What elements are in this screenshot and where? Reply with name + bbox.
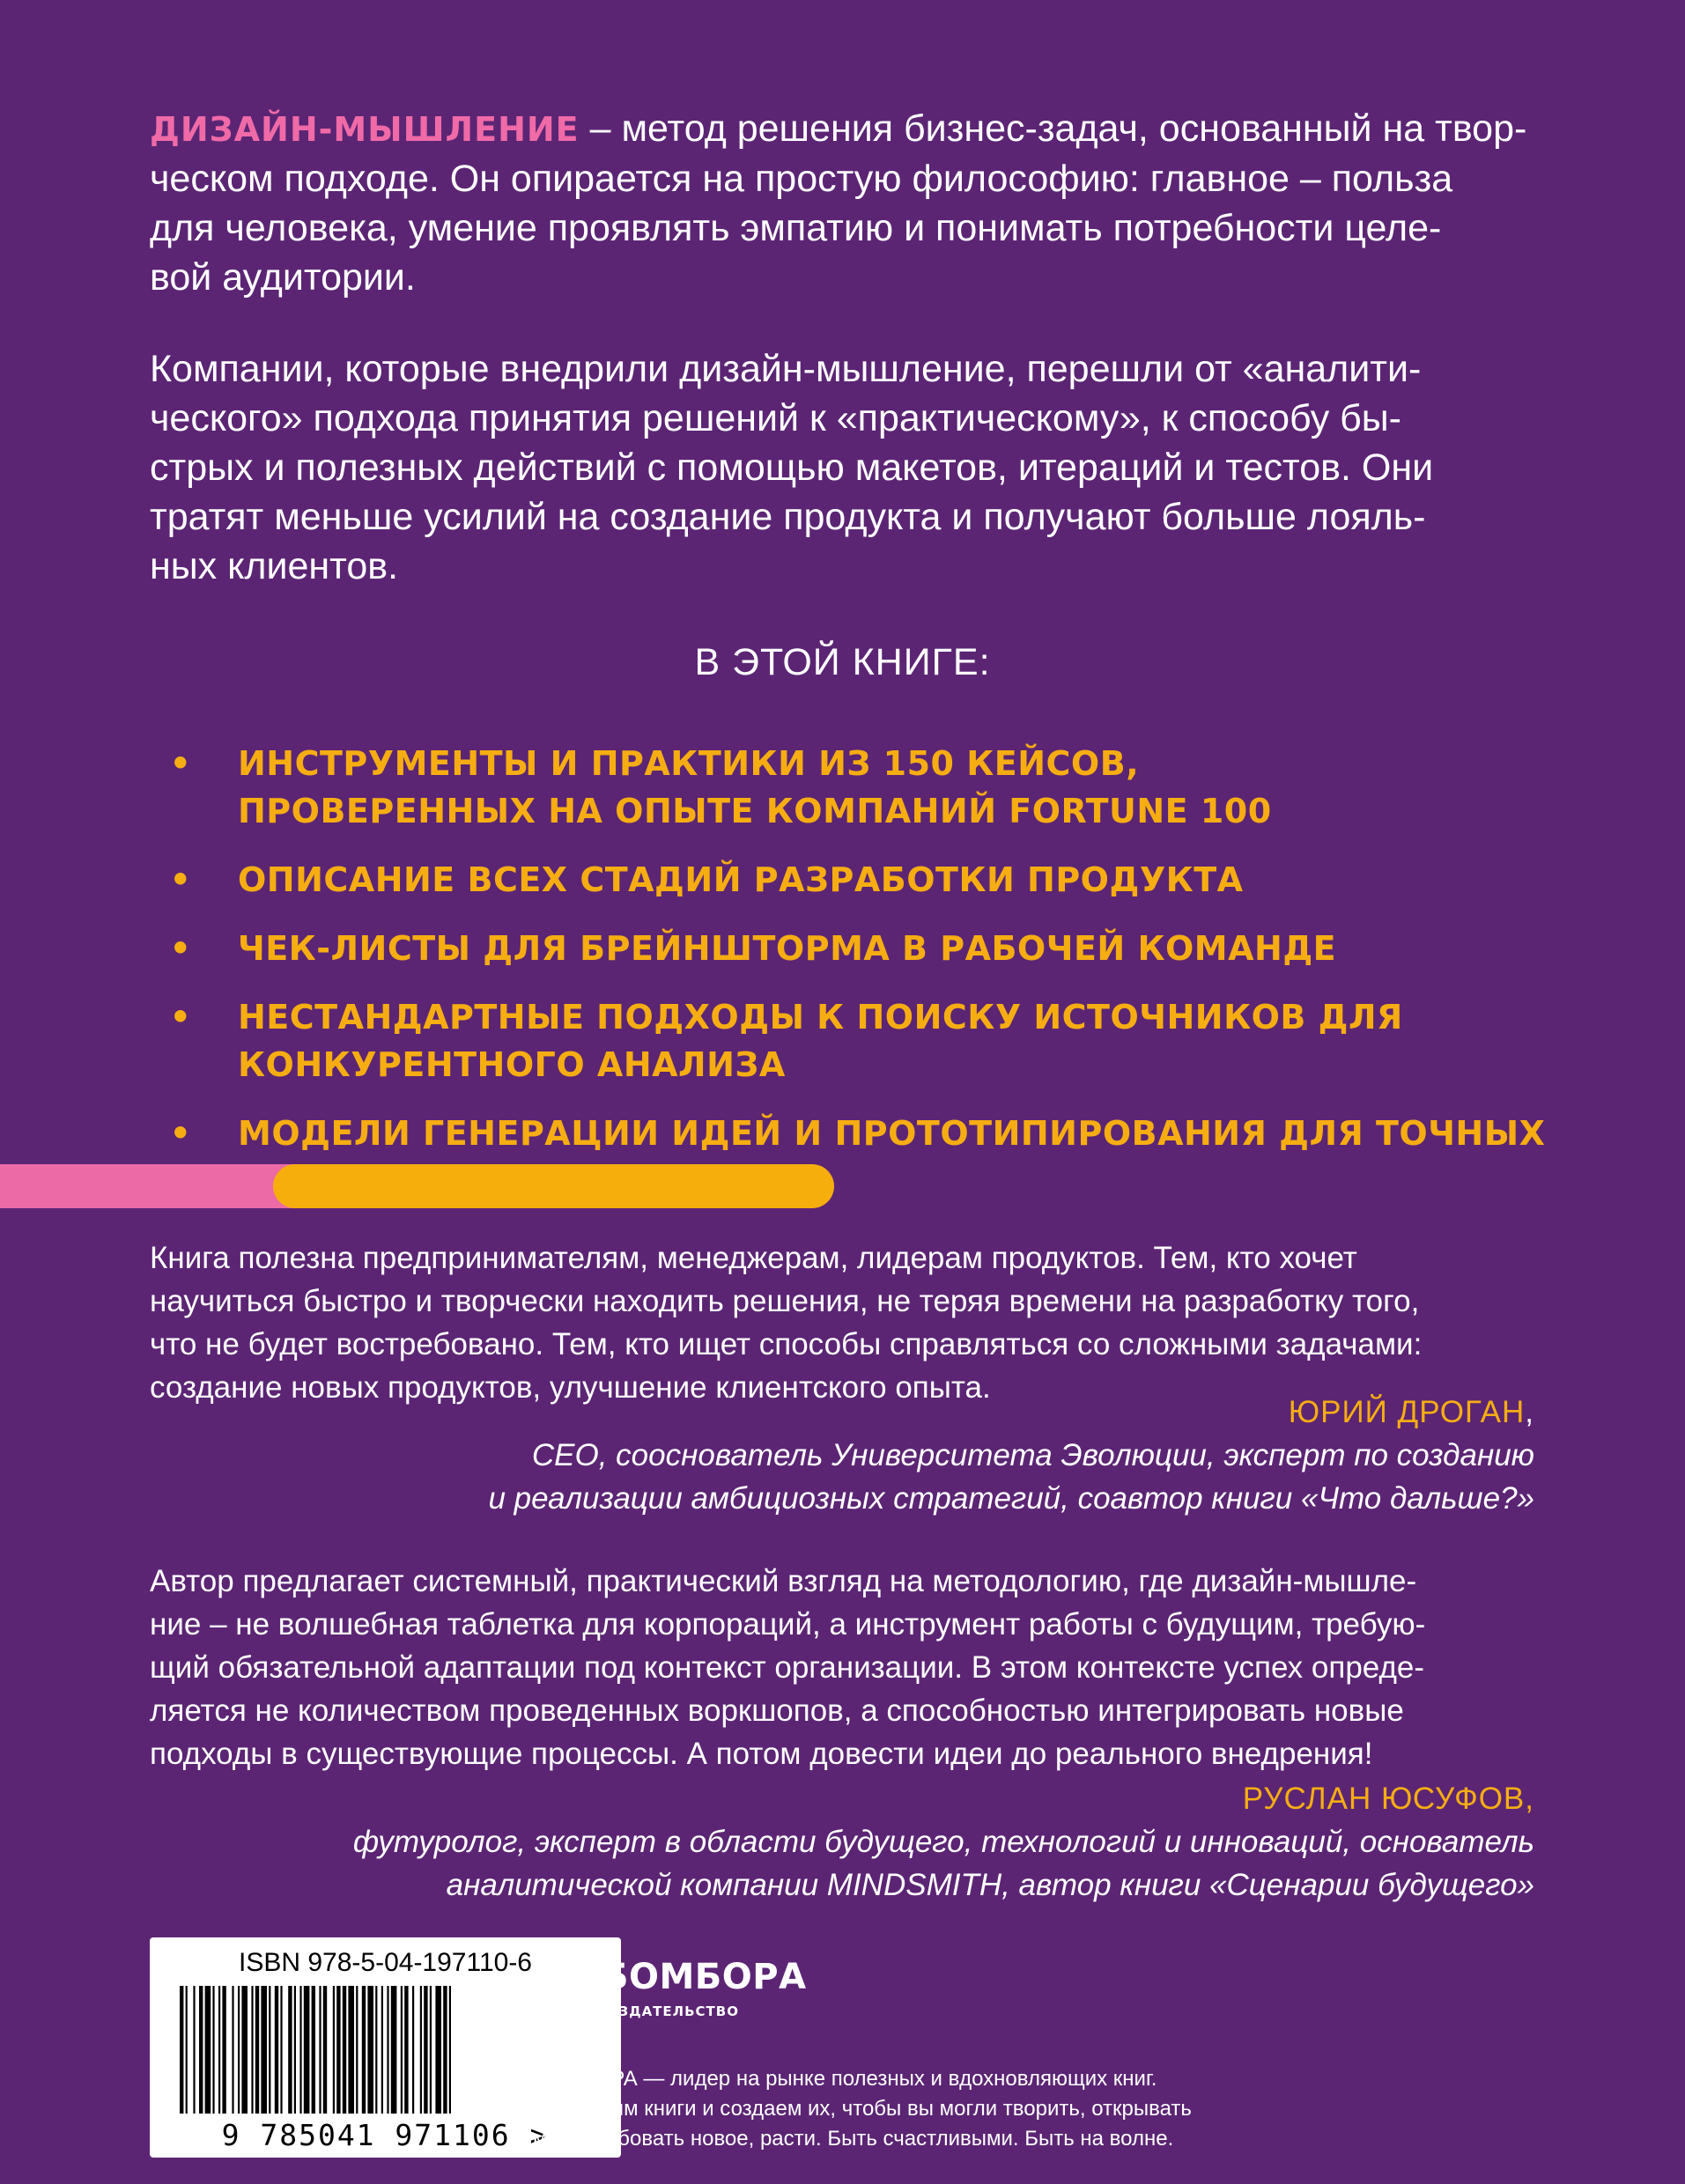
publisher-logo-subtitle: ИЗДАТЕЛЬСТВО	[607, 2003, 739, 2019]
author-description: футуролог, эксперт в области будущего, технологий и инноваций, основатель	[352, 1825, 1534, 1859]
barcode-bar	[218, 1986, 220, 2114]
review-line: ляется не количеством проведенных воркшопов, а способностью интегрировать новые	[150, 1693, 1404, 1728]
intro-line-1: – метод решения бизнес-задач, основанный на твор-	[579, 107, 1527, 150]
intro-paragraph-2	[150, 344, 1559, 591]
publisher-line: Мы любим книги и создаем их, чтобы вы могли творить, открывать	[533, 2097, 1192, 2121]
pink-divider-bar	[0, 1164, 317, 1208]
design-thinking-highlight: ДИЗАЙН-МЫШЛЕНИЕ	[150, 110, 580, 149]
intro-p2-line: ных клиентов.	[150, 545, 399, 587]
bullet-icon: •	[169, 1114, 192, 1153]
publisher-description	[533, 2064, 1238, 2154]
intro-line-2: ческом подходе. Он опирается на простую философию: главное – польза	[150, 158, 1453, 200]
barcode-bar	[443, 1986, 447, 2114]
barcode-bar	[222, 1986, 225, 2114]
barcode-bar	[180, 1986, 183, 2114]
author-description: аналитической компании MINDSMITH, автор книги «Сценарии будущего»	[446, 1868, 1534, 1902]
barcode-bar	[205, 1986, 211, 2114]
review-line: щий обязательной адаптации под контекст организации. В этом контексте успех опреде-	[150, 1650, 1425, 1685]
feature-text: НЕСТАНДАРТНЫЕ ПОДХОДЫ К ПОИСКУ ИСТОЧНИКОВ ДЛЯ КОНКУРЕНТНОГО АНАЛИЗА	[238, 998, 1403, 1084]
intro-paragraph-1	[150, 104, 1559, 302]
review-line: Книга полезна предпринимателям, менеджерам, лидерам продуктов. Тем, кто хочет	[150, 1241, 1357, 1275]
publisher-line: мир, пробовать новое, расти. Быть счастливыми. Быть на волне.	[533, 2127, 1174, 2151]
review-line: создание новых продуктов, улучшение клиентского опыта.	[150, 1370, 991, 1405]
feature-text: ЧЕК-ЛИСТЫ ДЛЯ БРЕЙНШТОРМА В РАБОЧЕЙ КОМАНДЕ	[238, 929, 1337, 968]
barcode-bar	[241, 1986, 248, 2114]
barcode-bar	[232, 1986, 233, 2114]
author-name-text: ЮРИЙ ДРОГАН	[1288, 1395, 1526, 1429]
barcode-bar	[404, 1986, 408, 2114]
barcode-bar	[336, 1986, 340, 2114]
barcode-bar	[375, 1986, 377, 2114]
author-name	[150, 1391, 1534, 1434]
barcode-bar	[449, 1986, 451, 2114]
feature-item	[167, 925, 1665, 972]
isbn-text: ISBN 978-5-04-197110-6	[239, 1948, 532, 1977]
bullet-icon: •	[169, 860, 192, 899]
feature-list	[167, 740, 1665, 1226]
barcode-bar	[401, 1986, 403, 2114]
barcode-bar	[323, 1986, 327, 2114]
barcode-bar	[387, 1986, 388, 2114]
review-2-text	[150, 1560, 1550, 1775]
barcode-bar	[319, 1986, 321, 2114]
barcode-bar	[238, 1986, 240, 2114]
barcode-bar	[280, 1986, 282, 2114]
publisher-logo-name: БОМБОРА	[602, 1957, 807, 1997]
intro-text	[150, 104, 1559, 633]
feature-text: ИНСТРУМЕНТЫ И ПРАКТИКИ ИЗ 150 КЕЙСОВ,	[238, 744, 1140, 783]
barcode-bar	[381, 1986, 383, 2114]
barcode-bar	[288, 1986, 292, 2114]
barcode-bar	[367, 1986, 373, 2114]
barcode-bar	[212, 1986, 214, 2114]
barcode-bar	[261, 1986, 267, 2114]
bullet-icon: •	[169, 998, 192, 1037]
intro-p2-line: ческого» подхода принятия решений к «практическому», к способу бы-	[150, 397, 1401, 439]
barcode-bar	[294, 1986, 296, 2114]
review-2-author	[150, 1777, 1534, 1907]
review-line: что не будет востребовано. Тем, кто ищет способы справляться со сложными задачами:	[150, 1327, 1423, 1361]
barcode-bar	[275, 1986, 278, 2114]
intro-line-3: для человека, умение проявлять эмпатию и понимать потребности целе-	[150, 207, 1442, 249]
barcode-bar	[435, 1986, 441, 2114]
bullet-icon: •	[169, 929, 192, 968]
barcode-bar	[255, 1986, 259, 2114]
barcode-bar	[193, 1986, 195, 2114]
intro-p2-line: тратят меньше усилий на создание продукта и получают больше лояль-	[150, 496, 1426, 538]
feature-text: ПРОВЕРЕННЫХ НА ОПЫТЕ КОМПАНИЙ FORTUNE 100	[238, 792, 1272, 830]
feature-text: МОДЕЛИ ГЕНЕРАЦИИ ИДЕЙ И ПРОТОТИПИРОВАНИЯ ДЛЯ ТОЧНЫХ	[238, 1114, 1546, 1153]
intro-p2-line: стрых и полезных действий с помощью макетов, итераций и тестов. Они	[150, 446, 1434, 489]
publisher-logo	[533, 1937, 807, 2043]
barcode-bar	[362, 1986, 366, 2114]
publisher-line: БОМБОРА — лидер на рынке полезных и вдохновляющих книг.	[533, 2067, 1157, 2091]
intro-line-4: вой аудитории.	[150, 256, 416, 299]
author-name: РУСЛАН ЮСУФОВ,	[1242, 1782, 1534, 1816]
review-line: подходы в существующие процессы. А потом довести идеи до реального внедрения!	[150, 1737, 1373, 1771]
review-line: научиться быстро и творчески находить решения, не теряя времени на разработку того,	[150, 1284, 1420, 1318]
book-contents-heading: В ЭТОЙ КНИГЕ:	[694, 641, 991, 683]
author-comma: ,	[1525, 1395, 1534, 1429]
yellow-divider-bar	[273, 1164, 834, 1208]
review-line: ние – не волшебная таблетка для корпораций, а инструмент работы с будущим, требую-	[150, 1607, 1426, 1642]
bullet-icon: •	[169, 744, 192, 783]
barcode-bar	[333, 1986, 335, 2114]
barcode-bar	[304, 1986, 310, 2114]
review-line: Автор предлагает системный, практический взгляд на методологию, где дизайн-мышле-	[150, 1564, 1417, 1598]
feature-item	[167, 740, 1665, 835]
barcode-bar	[312, 1986, 315, 2114]
barcode-bar	[412, 1986, 414, 2114]
barcode-bar	[343, 1986, 346, 2114]
feature-item	[167, 856, 1665, 904]
barcode-bar	[420, 1986, 422, 2114]
barcode-bar	[391, 1986, 397, 2114]
barcode-bar	[430, 1986, 432, 2114]
barcode-bar	[186, 1986, 188, 2114]
barcode-bar	[299, 1986, 301, 2114]
author-description: CEO, сооснователь Университета Эволюции, эксперт по созданию	[531, 1438, 1534, 1472]
bombora-wave-icon	[533, 1944, 595, 2041]
barcode-bar	[424, 1986, 427, 2114]
barcode-bar	[199, 1986, 203, 2114]
feature-item	[167, 993, 1665, 1088]
feature-text: ОПИСАНИЕ ВСЕХ СТАДИЙ РАЗРАБОТКИ ПРОДУКТА	[238, 860, 1244, 899]
barcode-bar	[269, 1986, 270, 2114]
barcode-bar	[348, 1986, 354, 2114]
barcode-bar	[356, 1986, 358, 2114]
barcode-bar	[251, 1986, 253, 2114]
intro-p2-line: Компании, которые внедрили дизайн-мышление, перешли от «аналити-	[150, 348, 1422, 390]
review-1-text	[150, 1236, 1550, 1409]
author-description: и реализации амбициозных стратегий, соавтор книги «Что дальше?»	[488, 1481, 1534, 1516]
barcode-digits: 9 785041 971106 >	[221, 2118, 550, 2152]
review-1-author	[150, 1391, 1534, 1520]
